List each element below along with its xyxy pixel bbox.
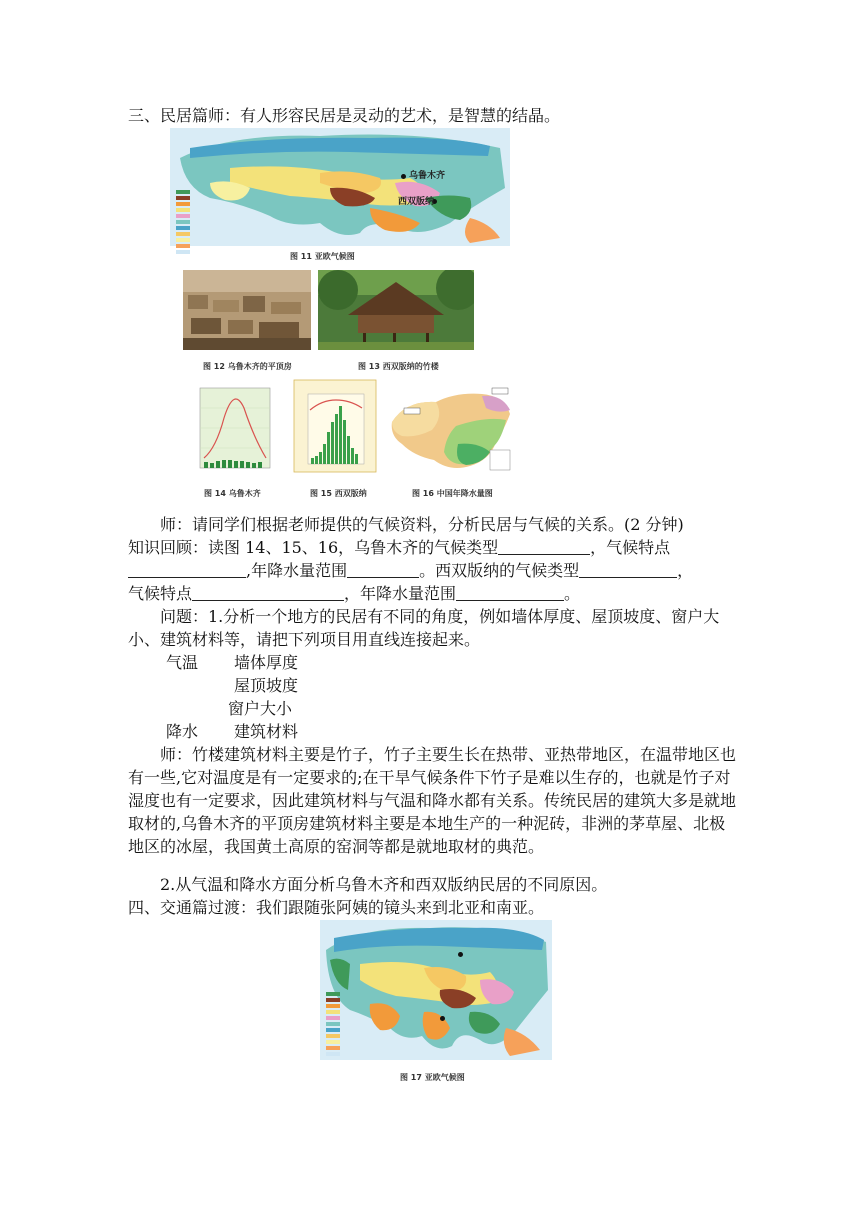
map-legend-2	[326, 992, 340, 1058]
figure-12-photo	[183, 270, 315, 375]
teacher-explanation: 师：竹楼建筑材料主要是竹子，竹子主要生长在热带、亚热带地区，在温带地区也有一些,它对温度是有一定要求的;在干旱气候条件下竹子是难以生存的，也就是竹子对湿度也有一定要求，因此建筑材料与气温和降水都有关系。传统民居的建筑大多是就地取材的,乌鲁木齐的平顶房建筑材料主要是本地生产的一种泥砖，非洲的茅草屋、北极地区的冰屋，我国黄土高原的窑洞等都是就地取材的典范。	[128, 745, 737, 856]
figure-11-climate-map	[170, 128, 510, 263]
match-building-material: 建筑材料	[234, 722, 299, 741]
xishuangbanna-label: 西双版纳	[398, 197, 435, 207]
figure-14-climograph	[182, 378, 282, 500]
urumqi-label: 乌鲁木齐	[409, 171, 446, 181]
knowledge-review: 知识回顾：读图 14、15、16，乌鲁木齐的气候类型 ，气候特点 ,年降水量范围 。西双版纳的气候类型 ， 气候特点 ，年降水量范围 。	[128, 538, 694, 603]
figure-11-caption: 图 11 亚欧气候图	[290, 252, 355, 261]
figure-13-caption: 图 13 西双版纳的竹楼	[358, 362, 439, 371]
north-asia-marker	[458, 952, 463, 957]
xishuangbanna-climate-chart	[292, 378, 378, 474]
figure-15-caption: 图 15 西双版纳	[310, 489, 367, 498]
section-3-heading: 三、民居篇师：有人形容民居是灵动的艺术，是智慧的结晶。	[128, 106, 561, 125]
question-2: 2.从气温和降水方面分析乌鲁木齐和西双版纳民居的不同原因。	[160, 875, 608, 894]
figure-13-photo	[318, 270, 476, 375]
figure-14-caption: 图 14 乌鲁木齐	[204, 489, 261, 498]
blank-urumqi-rainfall-range[interactable]	[347, 562, 419, 578]
eurasia-climate-map-image	[170, 128, 510, 246]
south-asia-marker	[440, 1016, 445, 1021]
eurasia-climate-map-image-2	[320, 920, 552, 1060]
question-1: 问题：1.分析一个地方的民居有不同的角度，例如墙体厚度、屋顶坡度、窗户大小、建筑材料等，请把下列项目用直线连接起来。	[128, 607, 720, 649]
figure-12-caption: 图 12 乌鲁木齐的平顶房	[203, 362, 292, 371]
figure-16-caption: 图 16 中国年降水量图	[412, 489, 493, 498]
match-temperature: 气温	[166, 653, 199, 672]
blank-xsbn-rainfall-range[interactable]	[456, 585, 564, 601]
blank-xsbn-climate-features[interactable]	[192, 585, 344, 601]
blank-urumqi-climate-features[interactable]	[128, 562, 246, 578]
urumqi-climate-chart	[186, 378, 278, 474]
blank-xsbn-climate-type[interactable]	[579, 562, 677, 578]
match-precipitation: 降水	[166, 722, 199, 741]
bamboo-house-photo	[318, 270, 474, 350]
urumqi-marker	[401, 174, 406, 179]
match-roof-slope: 屋顶坡度	[234, 676, 299, 695]
figure-17-climate-map	[320, 920, 552, 1085]
match-window-size: 窗户大小	[228, 699, 293, 718]
figure-15-climograph	[292, 378, 382, 500]
map-legend	[176, 190, 190, 256]
flat-roof-houses-photo	[183, 270, 311, 350]
match-wall-thickness: 墙体厚度	[234, 653, 299, 672]
figure-16-precipitation-map	[386, 386, 516, 500]
teacher-instruction-1: 师：请同学们根据老师提供的气候资料，分析民居与气候的关系。(2 分钟)	[160, 515, 684, 534]
china-precipitation-map-image	[386, 386, 514, 474]
section-4-heading: 四、交通篇过渡：我们跟随张阿姨的镜头来到北亚和南亚。	[128, 898, 545, 917]
figure-17-caption: 图 17 亚欧气候图	[400, 1073, 465, 1082]
blank-urumqi-climate-type[interactable]	[498, 539, 590, 555]
